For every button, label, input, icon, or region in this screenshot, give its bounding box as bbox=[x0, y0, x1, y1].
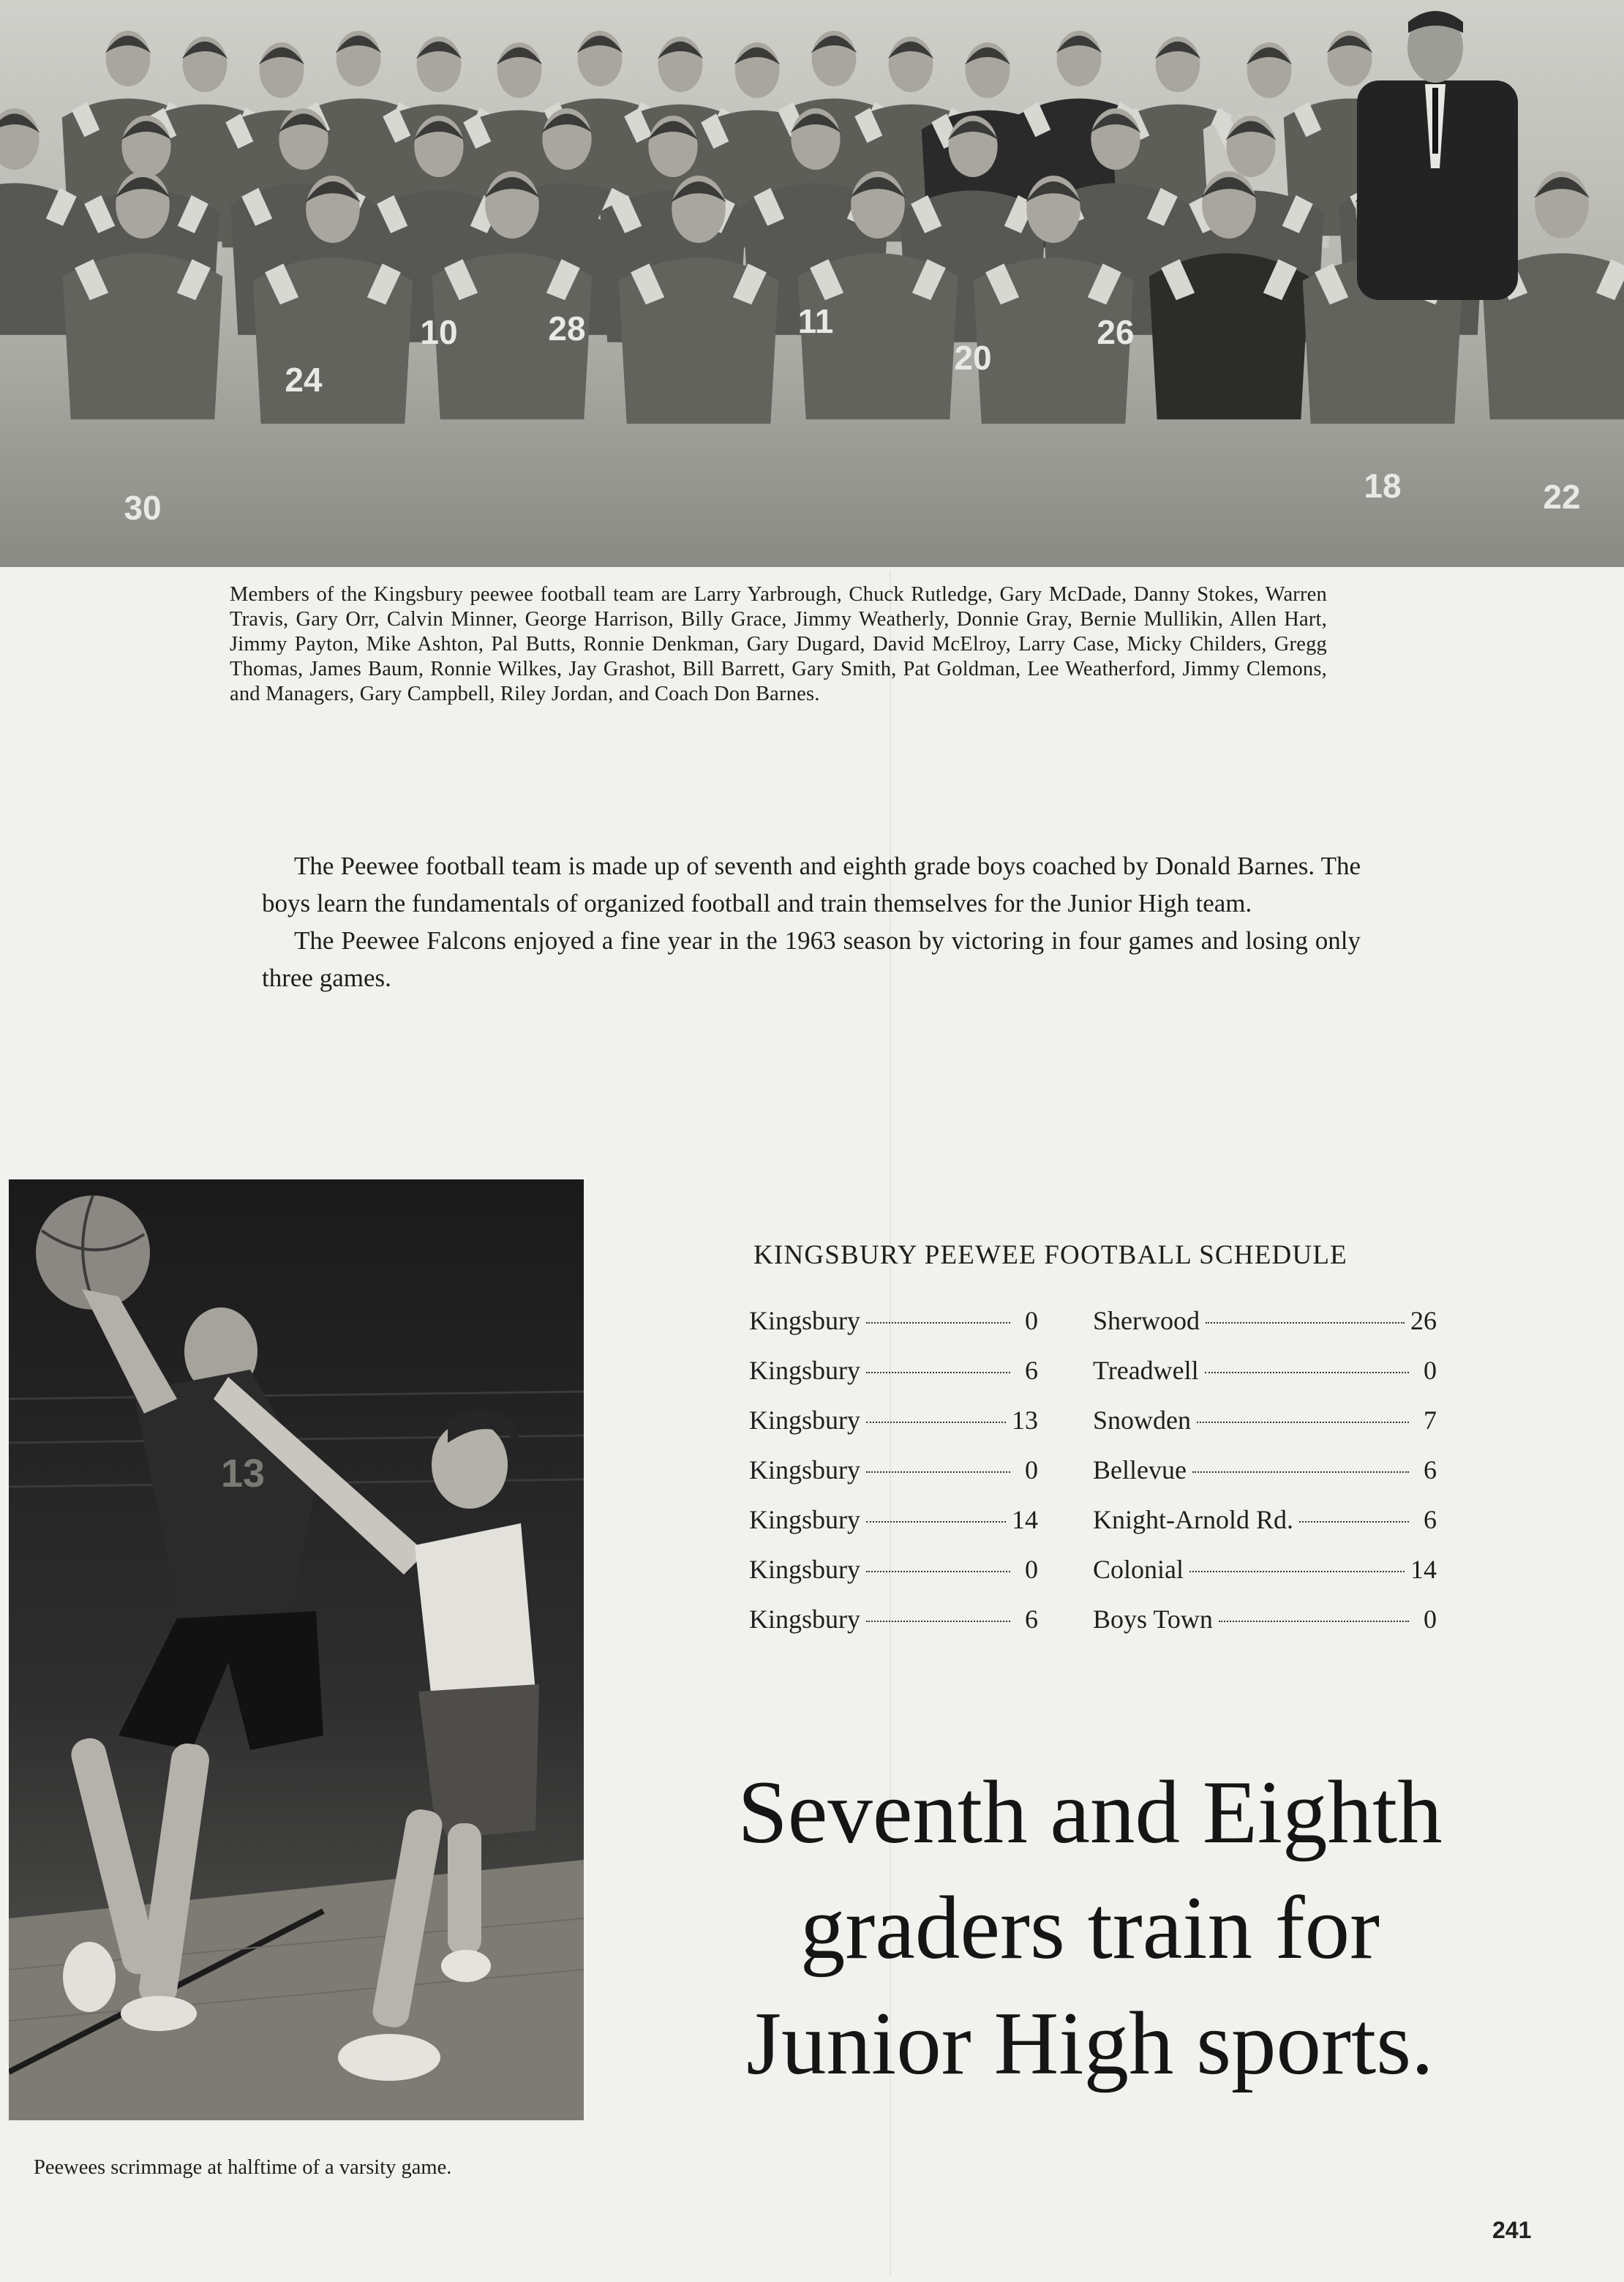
body-paragraph: The Peewee Falcons enjoyed a fine year in the 1963 season by victoring in four games and losing only three games. bbox=[262, 926, 1361, 992]
home-score: 6 bbox=[1025, 1604, 1038, 1634]
basketball-photo-caption: Peewees scrimmage at halftime of a varsity game. bbox=[34, 2156, 452, 2179]
opponent-score: 14 bbox=[1410, 1555, 1437, 1584]
opponent-score: 0 bbox=[1424, 1604, 1437, 1634]
jersey-number: 20 bbox=[954, 339, 992, 377]
opponent-score: 6 bbox=[1424, 1455, 1437, 1485]
schedule-row bbox=[749, 1305, 1437, 1342]
opponent-score: 26 bbox=[1410, 1306, 1437, 1335]
basketball-scene-illustration bbox=[9, 1179, 584, 2120]
opponent-score: 0 bbox=[1424, 1356, 1437, 1385]
article-body bbox=[262, 847, 1361, 997]
opponent-team: Sherwood bbox=[1093, 1306, 1200, 1335]
opponent-team: Snowden bbox=[1093, 1405, 1191, 1435]
jersey-number: 30 bbox=[124, 489, 162, 527]
home-team: Kingsbury bbox=[749, 1356, 860, 1385]
schedule-row bbox=[749, 1405, 1437, 1441]
opponent-team: Bellevue bbox=[1093, 1455, 1187, 1485]
page-number: 241 bbox=[1492, 2217, 1532, 2243]
home-score: 0 bbox=[1025, 1555, 1038, 1584]
jersey-number: 26 bbox=[1097, 313, 1135, 351]
schedule-row bbox=[749, 1504, 1437, 1541]
opponent-team: Treadwell bbox=[1093, 1356, 1199, 1385]
opponent-team: Boys Town bbox=[1093, 1604, 1213, 1634]
jersey-number: 11 bbox=[797, 302, 834, 340]
home-team: Kingsbury bbox=[749, 1405, 860, 1435]
schedule-row bbox=[749, 1455, 1437, 1491]
home-team: Kingsbury bbox=[749, 1306, 860, 1335]
team-photo-caption: Members of the Kingsbury peewee football team are Larry Yarbrough, Chuck Rutledge, Gary McDade, Danny Stokes, Warren Travis, Gary Orr, Calvin Minner, George Harrison, Billy Grace, Jimmy Weatherly, Donnie Gray, Bernie Mullikin, Allen Hart, Jimmy Payton, Mike Ashton, Pal Butts, Ronnie Denkman, Gary Dugard, David McElroy, Larry Case, Micky Childers, Gregg Thomas, James Baum, Ronnie Wilkes, Jay Grashot, Bill Barrett, Gary Smith, Pat Goldman, Lee Weatherford, Jimmy Clemons, and Managers, Gary Campbell, Riley Jordan, and Coach Don Barnes. bbox=[230, 583, 1327, 705]
team-photo-illustration bbox=[0, 0, 1624, 567]
team-photo bbox=[0, 0, 1624, 567]
home-score: 0 bbox=[1025, 1455, 1038, 1485]
home-score: 13 bbox=[1012, 1405, 1038, 1435]
body-paragraph: The Peewee football team is made up of seventh and eighth grade boys coached by Donald Barnes. The boys learn the fundamentals of organized football and train themselves for the Junior High team. bbox=[262, 852, 1361, 917]
home-score: 14 bbox=[1012, 1505, 1038, 1534]
jersey-number: 24 bbox=[285, 361, 323, 399]
home-team: Kingsbury bbox=[749, 1505, 860, 1534]
headline-line: graders train for bbox=[800, 1877, 1380, 1978]
home-team: Kingsbury bbox=[749, 1555, 860, 1584]
schedule-row bbox=[749, 1604, 1437, 1640]
jersey-number: 22 bbox=[1543, 478, 1581, 516]
jersey-number: 28 bbox=[548, 309, 586, 348]
home-score: 6 bbox=[1025, 1356, 1038, 1385]
headline-line: Junior High sports. bbox=[746, 1993, 1434, 2093]
schedule-row bbox=[749, 1554, 1437, 1591]
opponent-score: 7 bbox=[1424, 1405, 1437, 1435]
jersey-number: 13 bbox=[220, 1452, 266, 1495]
jersey-number: 18 bbox=[1364, 467, 1402, 505]
jersey-number: 10 bbox=[420, 313, 458, 351]
opponent-team: Knight-Arnold Rd. bbox=[1093, 1505, 1293, 1534]
page-headline bbox=[658, 1754, 1522, 2101]
home-score: 0 bbox=[1025, 1306, 1038, 1335]
schedule-title: KINGSBURY PEEWEE FOOTBALL SCHEDULE bbox=[753, 1240, 1347, 1270]
opponent-team: Colonial bbox=[1093, 1555, 1184, 1584]
basketball-photo bbox=[9, 1179, 584, 2120]
headline-line: Seventh and Eighth bbox=[737, 1762, 1443, 1862]
schedule-row bbox=[749, 1355, 1437, 1392]
home-team: Kingsbury bbox=[749, 1604, 860, 1634]
opponent-score: 6 bbox=[1424, 1505, 1437, 1534]
home-team: Kingsbury bbox=[749, 1455, 860, 1485]
